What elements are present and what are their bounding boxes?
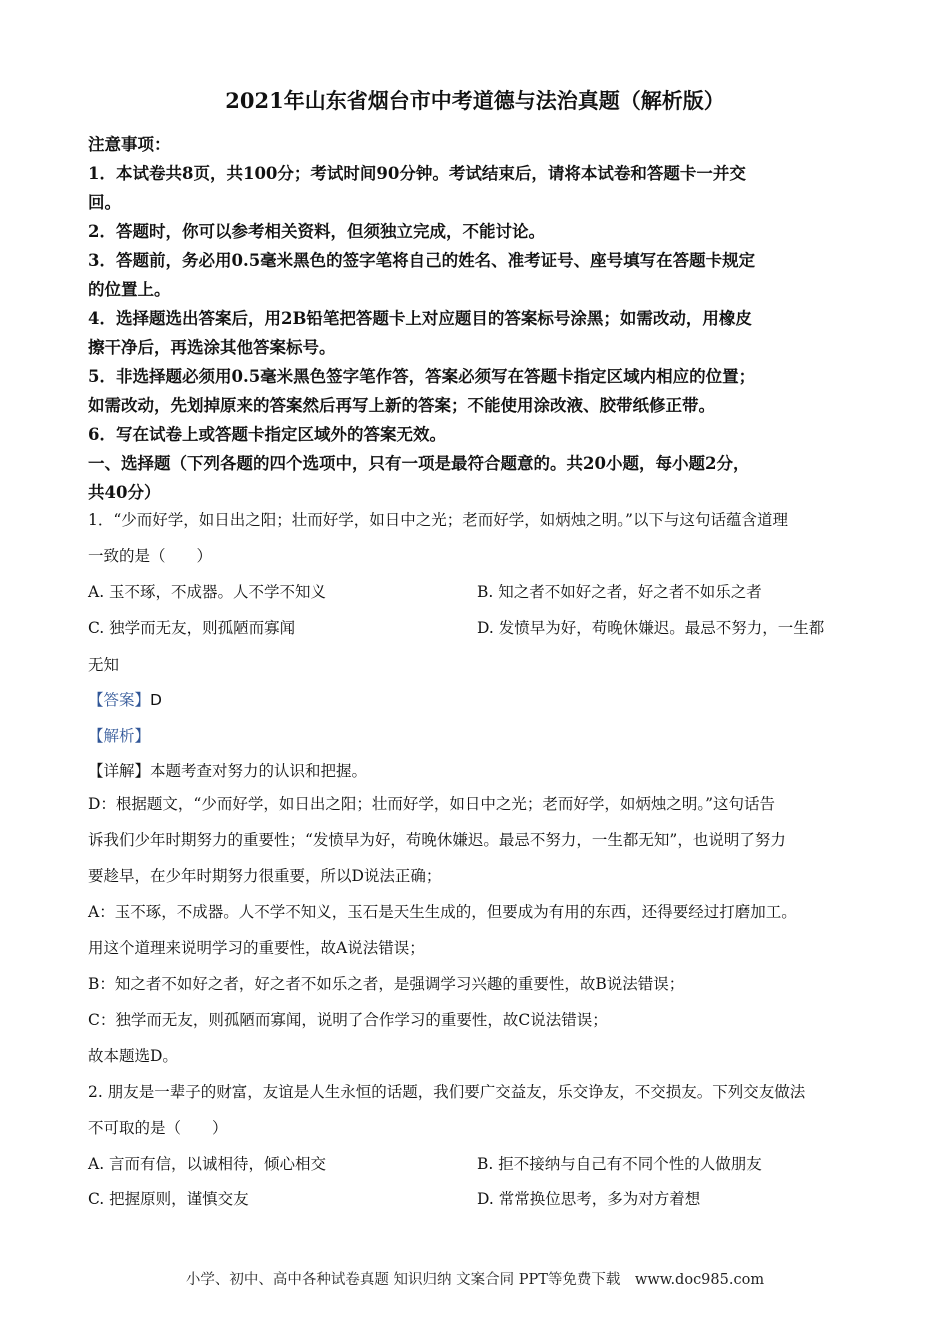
notes-line: 6．写在试卷上或答题卡指定区域外的答案无效。 (88, 425, 446, 444)
notes-line: 1．本试卷共8页，共100分；考试时间90分钟。考试结束后，请将本试卷和答题卡一并交 (88, 164, 746, 183)
page-footer: 小学、初中、高中各种试卷真题 知识归纳 文案合同 PPT等免费下载 www.doc985.com (185, 1272, 765, 1288)
notes-line: 4．选择题选出答案后，用2B铅笔把答题卡上对应题目的答案标号涂黑；如需改动，用橡皮 (88, 309, 752, 328)
detail-text: 本题考查对努力的认识和把握。 (150, 762, 368, 780)
q1-option-b: B. 知之者不如好之者，好之者不如乐之者 (477, 583, 762, 601)
stem-line: 不可取的是（ ） (88, 1119, 228, 1137)
detail-line (88, 759, 367, 781)
explanation-line: C：独学而无友，则孤陋而寡闻，说明了合作学习的重要性，故C说法错误； (88, 1011, 608, 1029)
stem-line: 1．“少而好学，如日出之阳；壮而好学，如日中之光；老而好学，如炳烛之明。”以下与这句话蕴含道理 (88, 511, 788, 529)
notes-section (88, 130, 868, 507)
section-heading: 共40分） (88, 483, 161, 502)
q2-option-a: A. 言而有信，以诚相待，倾心相交 (88, 1155, 327, 1173)
explanation-line: D：根据题文，“少而好学，如日出之阳；壮而好学，如日中之光；老而好学，如炳烛之明。”这句话告 (88, 795, 776, 813)
q1-option-a: A. 玉不琢，不成器。人不学不知义 (88, 583, 327, 601)
q2-option-d: D. 常常换位思考，多为对方着想 (477, 1190, 701, 1208)
notes-line: 5．非选择题必须用0.5毫米黑色签字笔作答，答案必须写在答题卡指定区域内相应的位置； (88, 367, 756, 386)
notes-line: 2．答题时，你可以参考相关资料，但须独立完成，不能讨论。 (88, 222, 545, 241)
notes-line: 3．答题前，务必用0.5毫米黑色的签字笔将自己的姓名、准考证号、座号填写在答题卡规定 (88, 251, 756, 270)
answer-line (88, 688, 162, 710)
analysis-tag: 【解析】 (88, 727, 151, 745)
question-1-stem (88, 502, 868, 574)
notes-line: 的位置上。 (88, 280, 171, 299)
explanation-block (88, 786, 868, 1074)
notes-line: 回。 (88, 193, 121, 212)
answer-value: D (150, 691, 162, 709)
explanation-line: A：玉不琢，不成器。人不学不知义，玉石是天生生成的，但要成为有用的东西，还得要经过打磨加工。 (88, 903, 797, 921)
notes-line: 如需改动，先划掉原来的答案然后再写上新的答案；不能使用涂改液、胶带纸修正带。 (88, 396, 715, 415)
q2-option-c: C. 把握原则，谨慎交友 (88, 1190, 249, 1208)
q1-option-d: D. 发愤早为好，苟晚休嫌迟。最忌不努力，一生都 (477, 619, 825, 637)
stem-line: 一致的是（ ） (88, 547, 213, 565)
question-2-stem (88, 1074, 868, 1146)
q1-option-d-continued: 无知 (88, 656, 120, 674)
q2-option-b: B. 拒不接纳与自己有不同个性的人做朋友 (477, 1155, 762, 1173)
notes-heading: 注意事项： (88, 135, 171, 154)
explanation-line: 故本题选D。 (88, 1047, 178, 1065)
answer-tag: 【答案】 (88, 691, 151, 709)
q1-option-c: C. 独学而无友，则孤陋而寡闻 (88, 619, 296, 637)
section-heading: 一、选择题（下列各题的四个选项中，只有一项是最符合题意的。共20小题，每小题2分， (88, 454, 750, 473)
explanation-line: 诉我们少年时期努力的重要性；“发愤早为好，苟晚休嫌迟。最忌不努力，一生都无知”，也说明了努力 (88, 831, 786, 849)
detail-tag: 【详解】 (88, 762, 151, 780)
explanation-line: 要趁早，在少年时期努力很重要，所以D说法正确； (88, 867, 442, 885)
stem-line: 2. 朋友是一辈子的财富，友谊是人生永恒的话题，我们要广交益友，乐交诤友，不交损友。下列交友做法 (88, 1083, 806, 1101)
explanation-line: 用这个道理来说明学习的重要性，故A说法错误； (88, 939, 425, 957)
explanation-line: B：知之者不如好之者，好之者不如乐之者，是强调学习兴趣的重要性，故B说法错误； (88, 975, 685, 993)
notes-line: 擦干净后，再选涂其他答案标号。 (88, 338, 336, 357)
page-title: 2021年山东省烟台市中考道德与法治真题（解析版） (225, 88, 725, 113)
